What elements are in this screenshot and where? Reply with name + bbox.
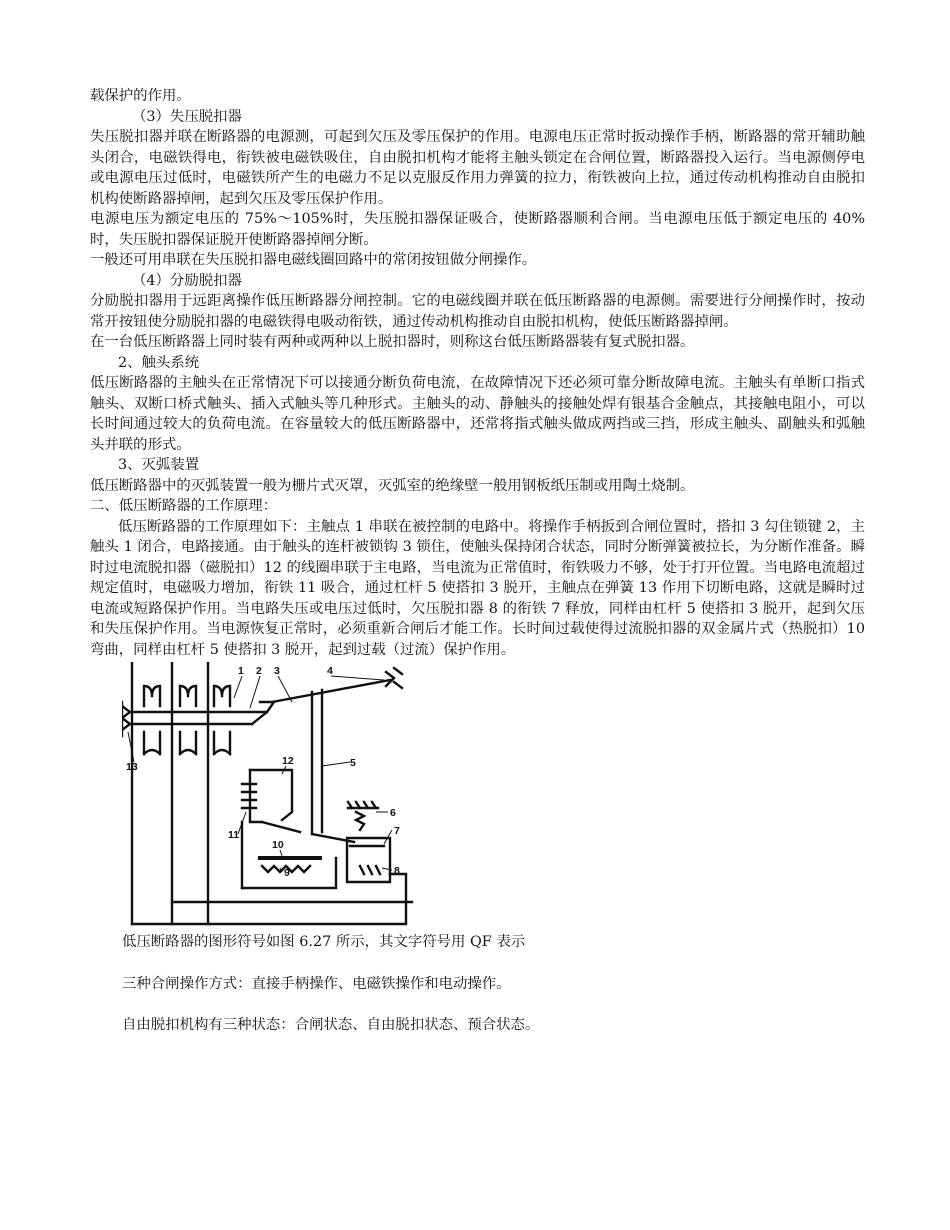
pivot-4	[386, 668, 402, 688]
note-symbol: 低压断路器的图形符号如图 6.27 所示，其文字符号用 QF 表示	[122, 934, 526, 950]
paragraph: 低压断路器的工作原理如下：主触点 1 串联在被控制的电路中。将操作手柄扳到合闸位置时，搭扣 3 勾住锁键 2，主触头 1 闭合，电路接通。由于触头的连杆被锁钩 3 锁住，使触头保持闭合状态，同时分断弹簧被拉长，为分断作准备。瞬时过电流脱扣器（磁脱扣）12 的线圈串联于主电路，当电流为正常值时，衔铁吸力不够，处于打开位置。当电路电流超过规定值时，电磁吸力增加，衔铁 11 吸合，通过杠杆 5 使搭扣 3 脱开，主触点在弹簧 13 作用下切断电路，这就是瞬时过电流或短路保护作用。当电路失压或电压过低时，欠压脱扣器 8 的衔铁 7 释放，同样由杠杆 5 使搭扣 3 脱开，起到欠压和失压保护作用。当电源恢复正常时，必须重新合闸后才能工作。长时间过载使得过流脱扣器的双金属片式（热脱扣）10 弯曲，同样由杠杆 5 使搭扣 3 脱开，起到过载（过流）保护作用。	[90, 518, 865, 658]
magnet-12	[250, 770, 262, 822]
label-13: 13	[126, 761, 138, 773]
circuit-breaker-diagram	[122, 662, 432, 932]
undervoltage-8	[347, 838, 390, 882]
paragraph: 载保护的作用。	[90, 88, 191, 104]
label-7: 7	[394, 825, 400, 837]
paragraph: 一般还可用串联在失压脱扣器电磁线圈回路中的常闭按钮做分闸操作。	[90, 252, 537, 268]
notes-section	[90, 932, 865, 1036]
section-heading: 3、灭弧装置	[118, 457, 200, 473]
label-3: 3	[274, 665, 280, 677]
label-11: 11	[228, 829, 240, 841]
paragraph: 在一台低压断路器上同时装有两种或两种以上脱扣器时，则称这台低压断路器装有复式脱扣器。	[90, 334, 695, 350]
coil-8	[360, 866, 380, 874]
paragraph: 低压断路器的主触头在正常情况下可以接通分断负荷电流，在故障情况下还必须可靠分断故障电流。主触头有单断口指式触头、双断口桥式触头、插入式触头等几种形式。主触头的动、静触头的接触处焊有银基合金触点，其接触电阻小，可以长时间通过较大的负荷电流。在容量较大的低压断路器中，还常将指式触头做成两挡或三挡，形成主触头、副触头和弧触头并联的形式。	[90, 375, 865, 453]
paragraph: 分励脱扣器用于远距离操作低压断路器分闸控制。它的电磁线圈并联在低压断路器的电源侧。需要进行分闸操作时，按动常开按钮使分励脱扣器的电磁铁得电吸动衔铁，通过传动机构推动自由脱扣机构，使低压断路器掉闸。	[90, 293, 865, 330]
paragraph: 失压脱扣器并联在断路器的电源测，可起到欠压及零压保护的作用。电源电压正常时扳动操作手柄，断路器的常开辅助触头闭合，电磁铁得电，衔铁被电磁铁吸住，自由脱扣机构才能将主触头锁定在合闸位置，断路器投入运行。当电源侧停电或电源电压过低时，电磁铁所产生的电磁力不足以克服反作用力弹簧的拉力，衔铁被向上拉，通过传动机构推动自由脱扣机构使断路器掉闸，起到欠压及零压保护作用。	[90, 129, 865, 207]
paragraph: 电源电压为额定电压的 75%～105%时，失压脱扣器保证吸合，使断路器顺利合闸。当电源电压低于额定电压的 40%时，失压脱扣器保证脱开使断路器掉闸分断。	[90, 211, 865, 248]
section-heading: 2、触头系统	[118, 354, 200, 371]
note-trip-states: 自由脱扣机构有三种状态：合闸状态、自由脱扣状态、预合状态。	[122, 1017, 540, 1033]
section-heading: （3）失压脱扣器	[132, 108, 242, 125]
label-2: 2	[256, 665, 262, 677]
paragraph: 低压断路器中的灭弧装置一般为栅片式灭罩，灭弧室的绝缘壁一般用钢板纸压制或用陶土烧制。	[90, 477, 695, 494]
section-heading: （4）分励脱扣器	[132, 272, 242, 289]
label-4: 4	[327, 665, 333, 677]
main-contacts-top	[144, 686, 230, 706]
note-closing-methods: 三种合闸操作方式：直接手柄操作、电磁铁操作和电动操作。	[122, 975, 511, 992]
circuit-breaker-diagram-svg	[122, 662, 432, 932]
spring-6-mount	[348, 802, 378, 808]
label-6: 6	[390, 807, 396, 819]
spring-6	[356, 812, 364, 830]
label-12: 12	[282, 755, 294, 767]
label-8: 8	[394, 865, 400, 877]
label-9: 9	[284, 867, 290, 879]
label-5: 5	[350, 757, 356, 769]
magnet-12	[250, 770, 292, 820]
label-1: 1	[238, 665, 244, 677]
label-10: 10	[272, 839, 284, 851]
document-page	[90, 86, 865, 1057]
armature-11	[262, 822, 300, 832]
main-contacts-bottom	[144, 732, 230, 754]
chapter-heading: 二、低压断路器的工作原理：	[90, 498, 278, 514]
